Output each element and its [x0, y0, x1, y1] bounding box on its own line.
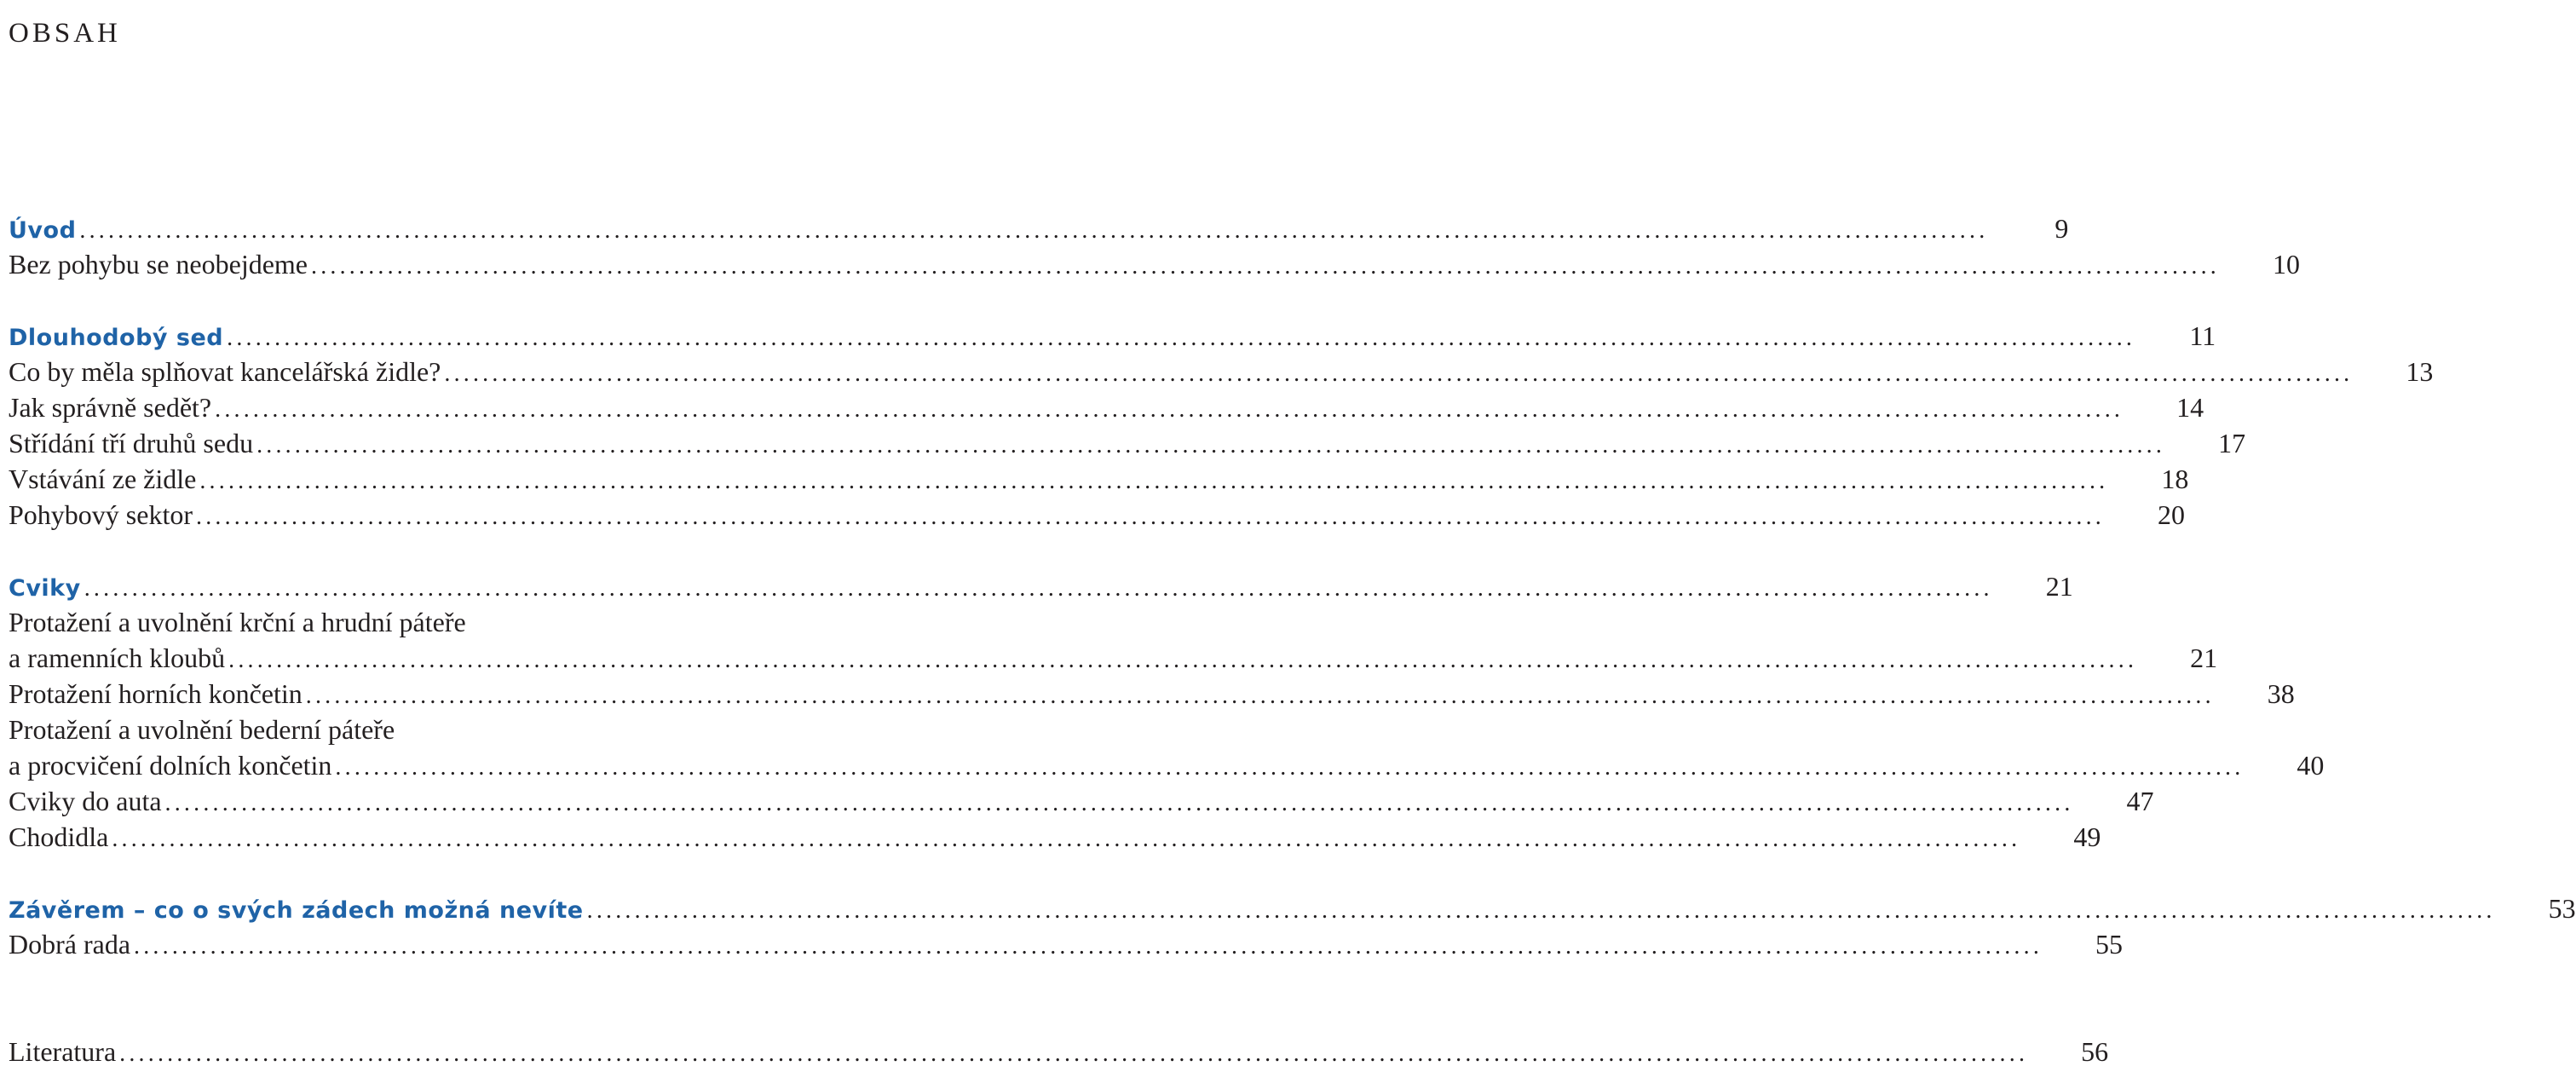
dot-leader: ........................................................................................................................................................................................................ — [586, 897, 2496, 924]
dot-leader: ........................................................................................................................................................................................................ — [79, 217, 1989, 244]
toc-page-number: 21 — [2045, 571, 2073, 602]
toc-page-number: 10 — [2273, 249, 2300, 280]
dot-leader: ........................................................................................................................................................................................................ — [227, 325, 2136, 351]
dot-leader: ........................................................................................................................................................................................................ — [444, 360, 2354, 387]
toc-page-number: 38 — [2267, 678, 2295, 709]
toc-page-number: 47 — [2126, 786, 2154, 816]
toc-page-number: 21 — [2190, 643, 2218, 673]
toc-section-entry[interactable] — [9, 890, 2576, 926]
toc-entry[interactable] — [9, 747, 2325, 783]
dot-leader: ........................................................................................................................................................................................................ — [119, 1040, 2029, 1067]
toc-entry-label: Cviky — [9, 575, 81, 602]
toc-entry-label: Střídání tří druhů sedu — [9, 428, 254, 458]
toc-page-number: 55 — [2095, 929, 2124, 960]
toc-entry-label: Protažení a uvolnění bederní páteře — [9, 714, 395, 745]
page-title: OBSAH — [9, 18, 121, 49]
toc-entry-label: Chodidla — [9, 821, 109, 852]
toc-entry-label: Cviky do auta — [9, 786, 162, 816]
toc-page-number: 53 — [2548, 893, 2576, 924]
toc-page-number: 20 — [2158, 499, 2185, 530]
toc-entry[interactable] — [9, 926, 2124, 962]
dot-leader: ........................................................................................................................................................................................................ — [164, 790, 2074, 816]
toc-entry-label: Dlouhodobý sed — [9, 325, 224, 351]
toc-entry-label: Literatura — [9, 1036, 117, 1067]
dot-leader: ........................................................................................................................................................................................................ — [112, 826, 2021, 852]
toc-entry-label: Závěrem – co o svých zádech možná nevíte — [9, 897, 584, 924]
toc-entry[interactable] — [9, 604, 818, 640]
toc-entry-label: Dobrá rada — [9, 929, 131, 960]
toc-entry[interactable] — [9, 425, 2246, 461]
toc-entry-label: Úvod — [9, 217, 77, 244]
toc-entry[interactable] — [9, 676, 2295, 712]
toc-section-entry[interactable] — [9, 210, 2069, 246]
dot-leader: ........................................................................................................................................................................................................ — [256, 432, 2166, 458]
toc-page-number: 49 — [2073, 821, 2101, 852]
toc-entry[interactable] — [9, 354, 2434, 389]
toc-entry-label: Bez pohybu se neobejdeme — [9, 249, 308, 280]
dot-leader: ........................................................................................................................................................................................................ — [196, 504, 2105, 530]
toc-entry[interactable] — [9, 1034, 2109, 1069]
dot-leader: ........................................................................................................................................................................................................ — [215, 396, 2124, 423]
toc-entry-label: Jak správně sedět? — [9, 392, 212, 423]
toc-entry[interactable] — [9, 640, 2218, 676]
toc-entry-label: Protažení horních končetin — [9, 678, 303, 709]
toc-entry[interactable] — [9, 497, 2185, 533]
dot-leader: ........................................................................................................................................................................................................ — [311, 253, 2220, 280]
toc-entry-label: Pohybový sektor — [9, 499, 193, 530]
toc-page-number: 13 — [2406, 356, 2434, 387]
toc-entry[interactable] — [9, 712, 818, 747]
toc-entry[interactable] — [9, 819, 2101, 855]
dot-leader: ........................................................................................................................................................................................................ — [335, 754, 2245, 781]
toc-entry-label: Protažení a uvolnění krční a hrudní páteře — [9, 607, 466, 637]
toc-entry[interactable] — [9, 389, 2204, 425]
toc-page-number: 9 — [2054, 213, 2069, 244]
toc-section-entry[interactable] — [9, 568, 2073, 604]
toc-entry-label: Vstávání ze židle — [9, 464, 197, 494]
dot-leader: ........................................................................................................................................................................................................ — [134, 933, 2043, 960]
dot-leader: ........................................................................................................................................................................................................ — [228, 647, 2138, 673]
toc-entry[interactable] — [9, 246, 2300, 282]
toc-entry-label: a ramenních kloubů — [9, 643, 226, 673]
toc-entry-label: Co by měla splňovat kancelářská židle? — [9, 356, 441, 387]
toc-page-number: 14 — [2176, 392, 2204, 423]
toc-page-number: 17 — [2218, 428, 2246, 458]
dot-leader: ........................................................................................................................................................................................................ — [199, 468, 2109, 494]
toc-page-number: 56 — [2081, 1036, 2109, 1067]
dot-leader: ........................................................................................................................................................................................................ — [305, 683, 2215, 709]
toc-page-number: 40 — [2297, 750, 2325, 781]
toc-page-number: 11 — [2189, 320, 2216, 351]
toc-entry[interactable] — [9, 461, 2189, 497]
toc-section-entry[interactable] — [9, 318, 2216, 354]
table-of-contents — [9, 0, 2576, 1067]
toc-page-number: 18 — [2161, 464, 2189, 494]
toc-entry-label: a procvičení dolních končetin — [9, 750, 332, 781]
dot-leader: ........................................................................................................................................................................................................ — [84, 575, 1993, 602]
toc-entry[interactable] — [9, 783, 2154, 819]
